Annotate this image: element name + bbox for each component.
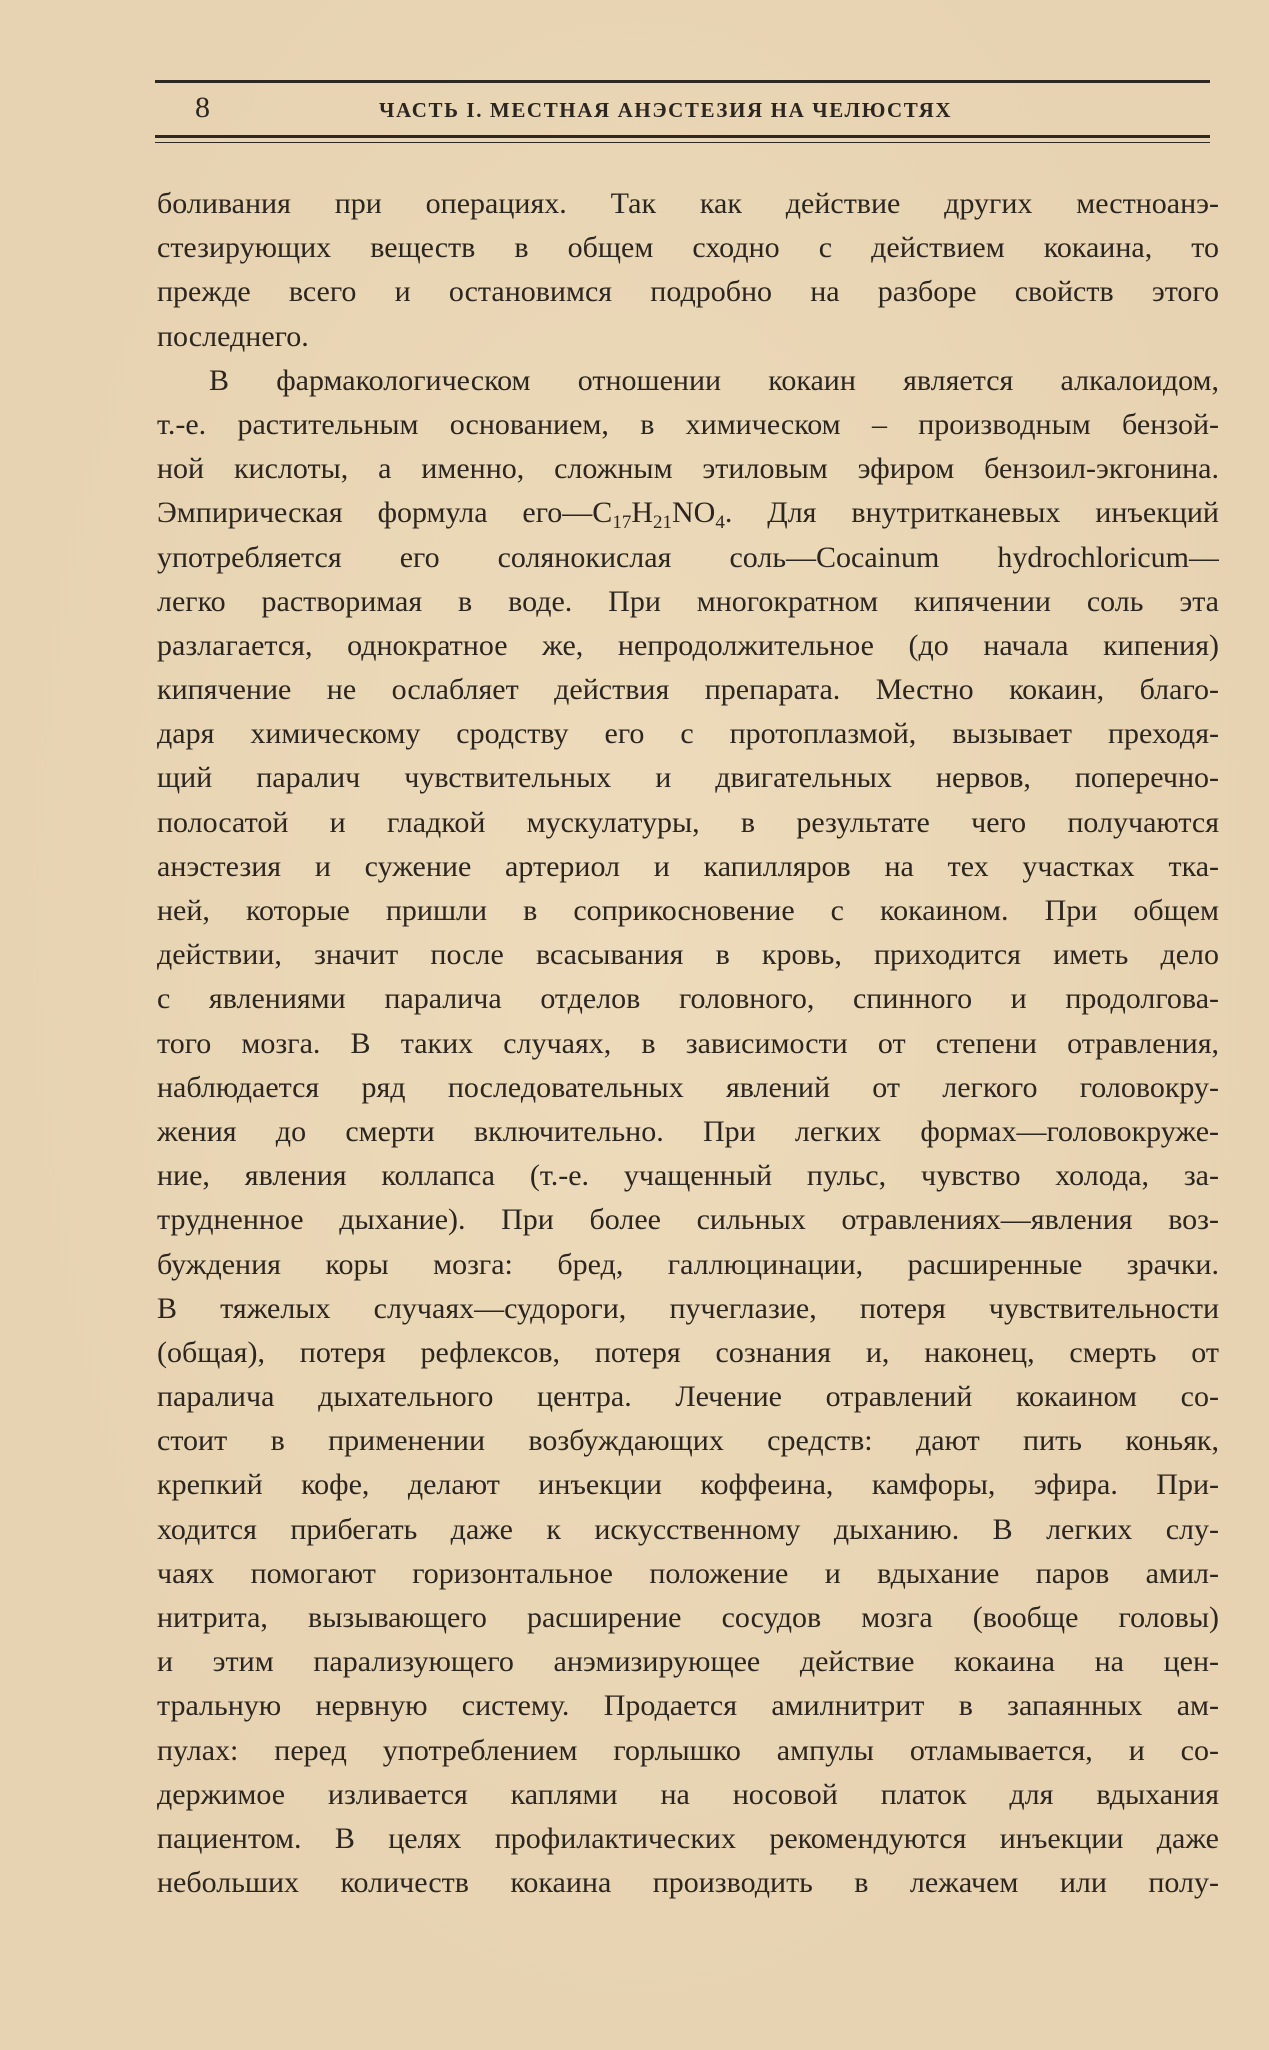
text-line: ходится прибегать даже к искусственному дыханию. В легких слу-	[157, 1512, 1219, 1546]
text-line: пулах: перед употреблением горлышко ампулы отламывается, и со-	[157, 1733, 1219, 1767]
text-line: стоит в применении возбуждающих средств: дают пить коньяк,	[157, 1424, 1219, 1458]
text-line: щий паралич чувствительных и двигательных нервов, поперечно-	[157, 761, 1219, 795]
formula-subscript-h: 21	[652, 512, 672, 534]
text-line: боливания при операциях. Так как действие других местноанэ-	[157, 187, 1219, 220]
body-text	[157, 182, 1219, 1905]
text-line: (общая), потеря рефлексов, потеря сознания и, наконец, смерть от	[157, 1335, 1219, 1369]
text-line: жения до смерти включительно. При легких формах—головокруже-	[157, 1114, 1219, 1148]
text-line: того мозга. В таких случаях, в зависимости от степени отравления,	[157, 1026, 1219, 1060]
formula-no: NO	[671, 496, 716, 530]
text-line: употребляется его солянокислая соль—Cocainum hydrochloricum—	[157, 540, 1219, 574]
text-line: наблюдается ряд последовательных явлений от легкого головокру-	[157, 1070, 1219, 1104]
text-line: стезирующих веществ в общем сходно с действием кокаина, то	[157, 231, 1219, 265]
formula-subscript-o: 4	[715, 512, 725, 534]
formula-line	[157, 491, 1219, 535]
text-line: последнего.	[157, 319, 309, 353]
text-line: В тяжелых случаях—судороги, пучеглазие, потеря чувствительности	[157, 1291, 1219, 1325]
formula-h: H	[631, 496, 653, 530]
text-line: паралича дыхательного центра. Лечение отравлений кокаином со-	[157, 1380, 1219, 1414]
text-line: небольших количеств кокаина производить в лежачем или полу-	[157, 1866, 1219, 1900]
page-header	[155, 80, 1210, 144]
text-line: действии, значит после всасывания в кровь, приходится иметь дело	[157, 938, 1219, 972]
text-line: полосатой и гладкой мускулатуры, в результате чего получаются	[157, 805, 1219, 839]
text-line: пациентом. В целях профилактических рекомендуются инъекции даже	[157, 1821, 1219, 1855]
text-line: ние, явления коллапса (т.-е. учащенный пульс, чувство холода, за-	[157, 1159, 1219, 1193]
running-title: ЧАСТЬ I. МЕСТНАЯ АНЭСТЕЗИЯ НА ЧЕЛЮСТЯХ	[379, 98, 953, 122]
text-line: трудненное дыхание). При более сильных отравлениях—явления воз-	[157, 1203, 1219, 1237]
header-bottom-thin-rule	[155, 142, 1210, 143]
text-line: прежде всего и остановимся подробно на разборе свойств этого	[157, 275, 1219, 309]
text-line: буждения коры мозга: бред, галлюцинации, расширенные зрачки.	[157, 1247, 1219, 1281]
text-line: кипячение не ослабляет действия препарата. Местно кокаин, благо-	[157, 673, 1219, 707]
header-top-rule	[155, 80, 1210, 83]
text-line: крепкий кофе, делают инъекции коффеина, камфоры, эфира. При-	[157, 1468, 1219, 1502]
text-line: чаях помогают горизонтальное положение и вдыхание паров амил-	[157, 1556, 1219, 1590]
text-line: т.-е. растительным основанием, в химическом – производным бензой-	[157, 407, 1219, 441]
formula-subscript-c: 17	[612, 512, 632, 534]
formula-prefix: Эмпирическая формула его—C	[157, 496, 613, 530]
page-number: 8	[195, 91, 210, 124]
text-line: анэстезия и сужение артериол и капилляров на тех участках тка-	[157, 849, 1219, 883]
text-line: ней, которые пришли в соприкосновение с кокаином. При общем	[157, 894, 1219, 927]
text-line: и этим парализующего анэмизирующее действие кокаина на цен-	[157, 1645, 1219, 1679]
header-bottom-rule	[155, 135, 1210, 138]
text-line: ной кислоты, а именно, сложным этиловым эфиром бензоил-экгонина.	[157, 452, 1219, 486]
text-line: даря химическому сродству его с протоплазмой, вызывает преходя-	[157, 717, 1219, 751]
paragraph-first-line: В фармакологическом отношении кокаин является алкалоидом,	[209, 363, 1219, 397]
text-line: тральную нервную систему. Продается амилнитрит в запаянных ам-	[157, 1689, 1219, 1723]
formula-suffix: . Для внутритканевых инъекций	[724, 496, 1219, 530]
text-line: нитрита, вызывающего расширение сосудов мозга (вообще головы)	[157, 1601, 1219, 1634]
text-line: держимое изливается каплями на носовой платок для вдыхания	[157, 1777, 1219, 1811]
text-line: легко растворимая в воде. При многократном кипячении соль эта	[157, 584, 1219, 618]
text-line: с явлениями паралича отделов головного, спинного и продолгова-	[157, 982, 1219, 1016]
text-line: разлагается, однократное же, непродолжительное (до начала кипения)	[157, 628, 1219, 662]
